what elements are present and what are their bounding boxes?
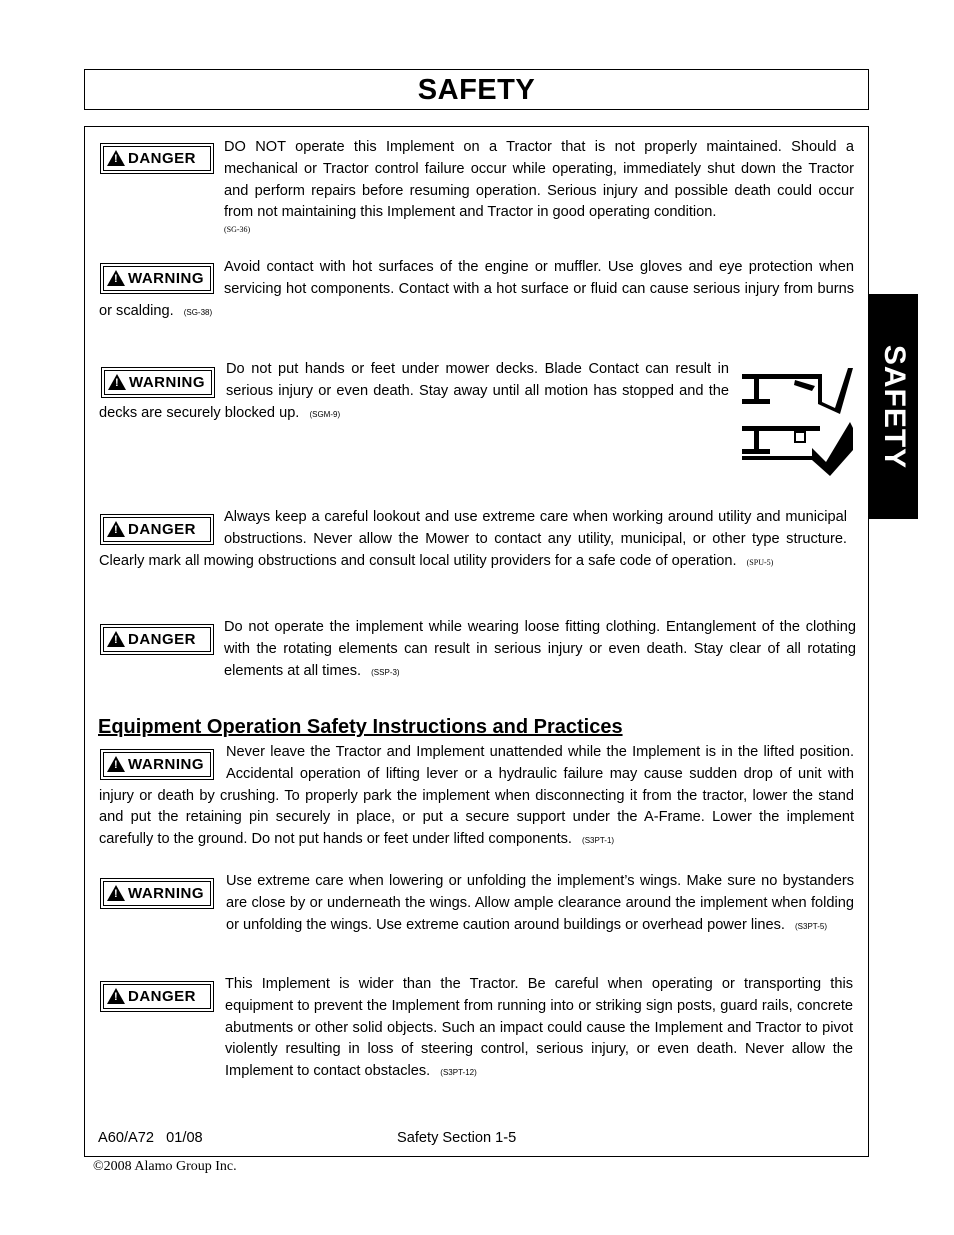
hazard-triangle-icon: ! xyxy=(107,270,125,286)
safety-code: (SGM-9) xyxy=(309,409,341,419)
section-side-tab xyxy=(869,294,918,519)
safety-code: (SG-38) xyxy=(183,307,213,317)
warning-badge xyxy=(100,878,214,909)
safety-message-text: Use extreme care when lowering or unfolding the implement’s wings. Make sure no bystanders are close by or underneath the wings. Allow ample clearance around the implement when folding or unfolding the wings. Use extreme caution around buildings or overhead power lines. xyxy=(226,873,854,933)
safety-message xyxy=(99,742,854,852)
danger-badge-label: DANGER xyxy=(128,631,197,648)
safety-code: (SSP-3) xyxy=(371,667,400,677)
warning-badge-label: WARNING xyxy=(129,374,205,391)
footer-page-number: Safety Section 1-5 xyxy=(397,1130,517,1146)
safety-message xyxy=(99,257,854,323)
warning-badge-label: WARNING xyxy=(128,270,204,287)
safety-message-text: Do not operate the implement while wearing loose fitting clothing. Entanglement of the clothing with the rotating elements can result in serious injury or even death. Stay clear of all rotating elements at all times. xyxy=(224,619,856,679)
hazard-triangle-icon: ! xyxy=(107,988,125,1004)
safety-message xyxy=(225,974,853,1084)
danger-badge-label: DANGER xyxy=(128,988,197,1005)
hazard-triangle-icon: ! xyxy=(107,756,125,772)
safety-code: (SPU-5) xyxy=(746,557,774,567)
safety-message-text: DO NOT operate this Implement on a Tractor that is not properly maintained. Should a mechanical or Tractor control failure occur while operating, immediately shut down the Tractor and perform repairs before resuming operation. Serious injury and possible death could occur from not maintaining this Implement and Tractor in good operating condition. xyxy=(224,139,854,221)
danger-badge xyxy=(100,981,214,1012)
safety-message xyxy=(226,871,854,937)
safety-message xyxy=(224,137,854,236)
page-title: SAFETY xyxy=(417,74,536,106)
footer-model-date: A60/A72 01/08 xyxy=(98,1130,203,1146)
safety-message-text: This Implement is wider than the Tractor. Be careful when operating or transporting this equipment to prevent the Implement from running into or striking sign posts, guard rails, concrete abutments or other solid objects. Such an impact could cause the Implement and Tractor to pivot violently resulting in loss of steering control, serious injury, or even death. Never allow the Implement to contact obstacles. xyxy=(225,976,853,1080)
copyright-notice: ©2008 Alamo Group Inc. xyxy=(93,1159,237,1174)
warning-badge-label: WARNING xyxy=(128,885,204,902)
safety-code: (S3PT-12) xyxy=(440,1068,477,1078)
mower-deck-blocked-up-icon xyxy=(740,364,855,480)
safety-message xyxy=(224,617,856,683)
page-title-box xyxy=(84,69,869,110)
danger-badge xyxy=(100,143,214,174)
hazard-triangle-icon: ! xyxy=(107,631,125,647)
hazard-triangle-icon: ! xyxy=(107,150,125,166)
danger-badge-label: DANGER xyxy=(128,150,197,167)
danger-badge-label: DANGER xyxy=(128,521,197,538)
safety-message-text: Never leave the Tractor and Implement unattended while the Implement is in the lifted position. Accidental operation of lifting lever or a hydraulic failure may cause sudden drop of unit with injury or death by crushing. To properly park the implement when disconnecting it from the tractor, lower the stand and put the retaining pin securely in place, or put a secure support under the A-Frame. Lower the implement carefully to the ground. Do not put hands or feet under lifted components. xyxy=(99,744,854,848)
safety-code: (SG-36) xyxy=(224,225,251,235)
safety-code: (S3PT-1) xyxy=(582,836,615,846)
section-heading: Equipment Operation Safety Instructions and Practices xyxy=(98,716,623,738)
safety-message-text: Always keep a careful lookout and use extreme care when working around utility and municipal obstructions. Never allow the Mower to contact any utility, municipal, or other type structure. Clearly mark all mowing obstructions and consult local utility providers for a safe code of operation. xyxy=(99,509,847,569)
hazard-triangle-icon: ! xyxy=(107,885,125,901)
safety-code: (S3PT-5) xyxy=(795,921,828,931)
section-side-tab-label: SAFETY xyxy=(877,344,911,469)
hazard-triangle-icon: ! xyxy=(107,521,125,537)
safety-message xyxy=(99,359,729,425)
safety-message xyxy=(99,507,847,573)
safety-message-text: Do not put hands or feet under mower decks. Blade Contact can result in serious injury or even death. Stay away until all motion has stopped and the decks are securely blocked up. xyxy=(99,361,729,421)
safety-message-text: Avoid contact with hot surfaces of the engine or muffler. Use gloves and eye protection when servicing hot components. Contact with a hot surface or fluid can cause serious injury from burns or scalding. xyxy=(99,259,854,319)
warning-badge-label: WARNING xyxy=(128,756,204,773)
hazard-triangle-icon: ! xyxy=(108,374,126,390)
danger-badge xyxy=(100,624,214,655)
